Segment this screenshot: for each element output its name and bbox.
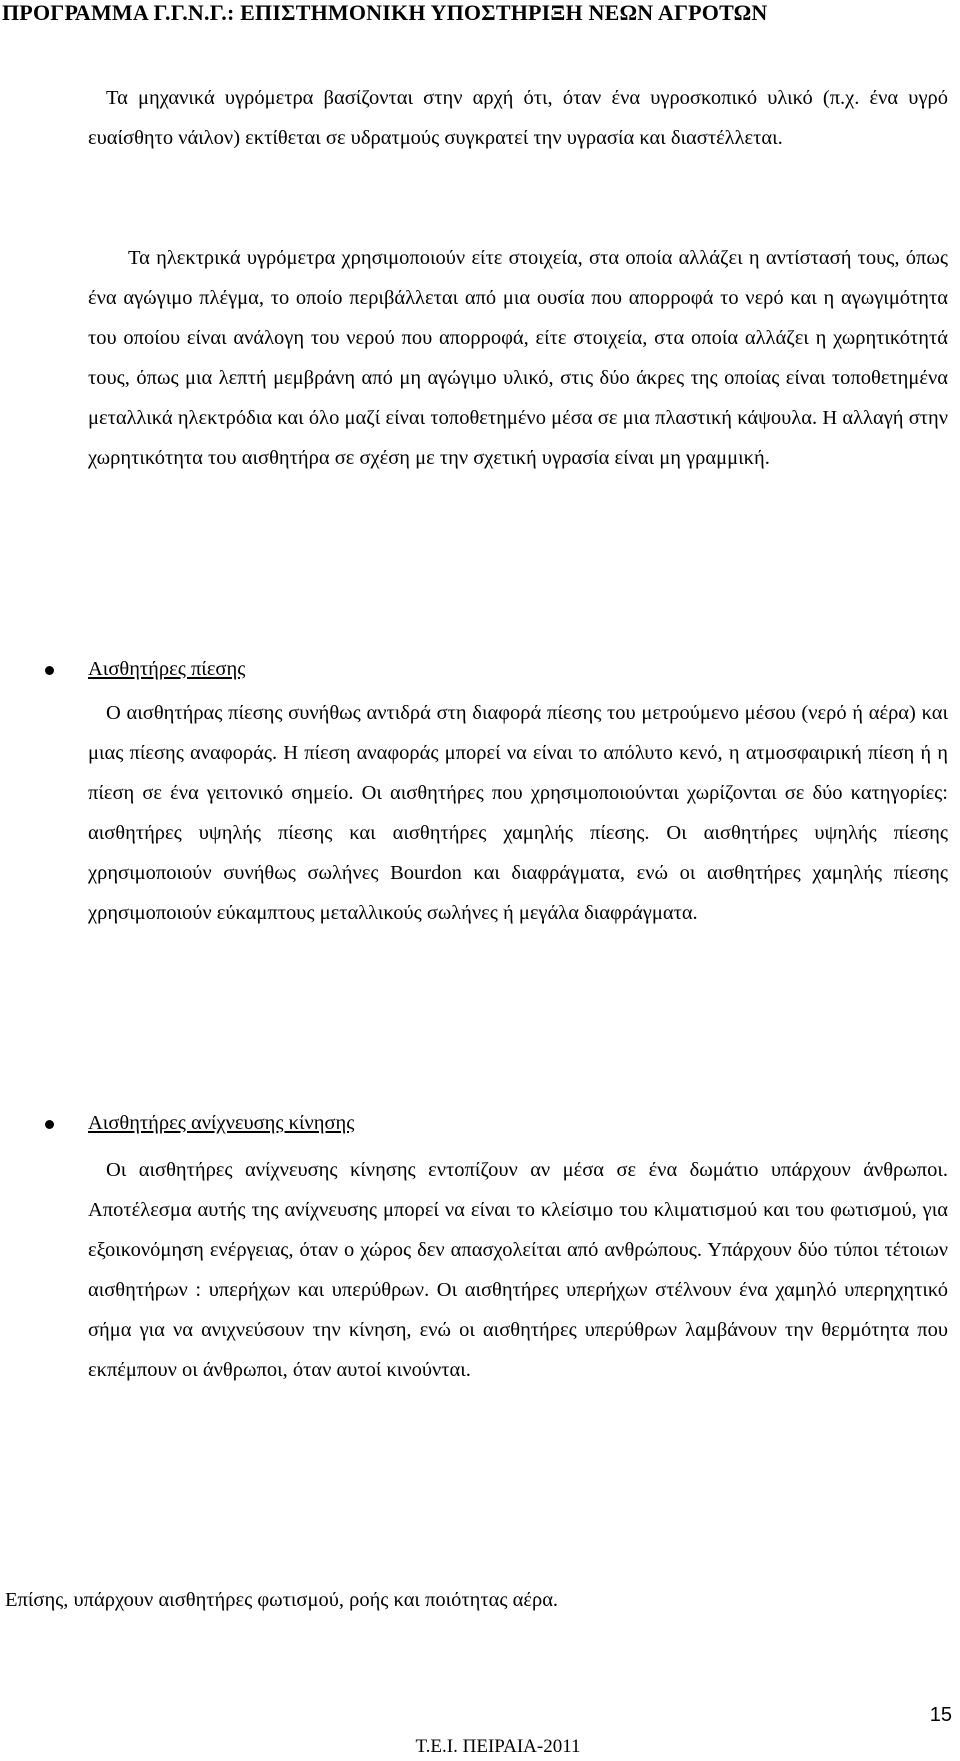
section-title-motion-sensors: Αισθητήρες ανίχνευσης κίνησης xyxy=(88,1112,355,1134)
paragraph-pressure-sensors: Ο αισθητήρας πίεσης συνήθως αντιδρά στη διαφορά πίεσης του μετρούμενο μέσου (νερό ή αέρα) και μιας πίεσης αναφοράς. Η πίεση αναφοράς μπορεί να είναι το απόλυτο κενό, η ατμοσφαιρική πίεση ή η πίεση σε ένα γειτονικό σημείο. Οι αισθητήρες που χρησιμοποιούνται χωρίζονται σε δύο κατηγορίες: αισθητήρες υψηλής πίεσης και αισθητήρες χαμηλής πίεσης. Οι αισθητήρες υψηλής πίεσης χρησιμοποιούν συνήθως σωλήνες Bourdon και διαφράγματα, ενώ οι αισθητήρες χαμηλής πίεσης χρησιμοποιούν εύκαμπτους μεταλλικούς σωλήνες ή μεγάλα διαφράγματα. xyxy=(88,702,948,924)
paragraph-motion-sensors: Οι αισθητήρες ανίχνευσης κίνησης εντοπίζουν αν μέσα σε ένα δωμάτιο υπάρχουν άνθρωποι. Αποτέλεσμα αυτής της ανίχνευσης μπορεί να είναι το κλείσιμο του κλιματισμού και του φωτισμού, για εξοικονόμηση ενέργειας, όταν ο χώρος δεν απασχολείται από ανθρώπους. Υπάρχουν δύο τύποι τέτοιων αισθητήρων : υπερήχων και υπερύθρων. Οι αισθητήρες υπερήχων στέλνουν ένα χαμηλό υπερηχητικό σήμα για να ανιχνεύσουν την κίνηση, ενώ οι αισθητήρες υπερύθρων λαμβάνουν την θερμότητα που εκπέμπουν οι άνθρωποι, όταν αυτοί κινούνται. xyxy=(88,1159,948,1381)
bullet-icon xyxy=(45,1120,54,1129)
section-title-pressure-sensors: Αισθητήρες πίεσης xyxy=(88,658,246,680)
closing-sentence: Επίσης, υπάρχουν αισθητήρες φωτισμού, ροής και ποιότητας αέρα. xyxy=(5,1589,559,1611)
page-footer: Τ.Ε.Ι. ΠΕΙΡΑΙΑ-2011 xyxy=(415,1736,581,1757)
page-number: 15 xyxy=(929,1704,952,1726)
paragraph-electrical-hygrometers: Τα ηλεκτρικά υγρόμετρα χρησιμοποιούν είτε στοιχεία, στα οποία αλλάζει η αντίστασή τους, όπως ένα αγώγιμο πλέγμα, το οποίο περιβάλλεται από μια ουσία που απορροφά το νερό και η αγωγιμότητα του οποίου είναι ανάλογη του νερού που απορροφά, είτε στοιχεία, στα οποία αλλάζει η χωρητικότητά τους, όπως μια λεπτή μεμβράνη από μη αγώγιμο υλικό, στις δύο άκρες της οποίας είναι τοποθετημένα μεταλλικά ηλεκτρόδια και όλο μαζί είναι τοποθετημένο μέσα σε μια πλαστική κάψουλα. Η αλλαγή στην χωρητικότητα του αισθητήρα σε σχέση με την σχετική υγρασία είναι μη γραμμική. xyxy=(88,247,948,469)
page-header: ΠΡΟΓΡΑΜΜΑ Γ.Γ.Ν.Γ.: ΕΠΙΣΤΗΜΟΝΙΚΗ ΥΠΟΣΤΗΡΙΞΗ ΝΕΩΝ ΑΓΡΟΤΩΝ xyxy=(2,0,768,25)
paragraph-mechanical-hygrometers: Τα μηχανικά υγρόμετρα βασίζονται στην αρχή ότι, όταν ένα υγροσκοπικό υλικό (π.χ. ένα υγρό ευαίσθητο νάιλον) εκτίθεται σε υδρατμούς συγκρατεί την υγρασία και διαστέλλεται. xyxy=(88,87,948,149)
bullet-icon xyxy=(45,666,54,675)
